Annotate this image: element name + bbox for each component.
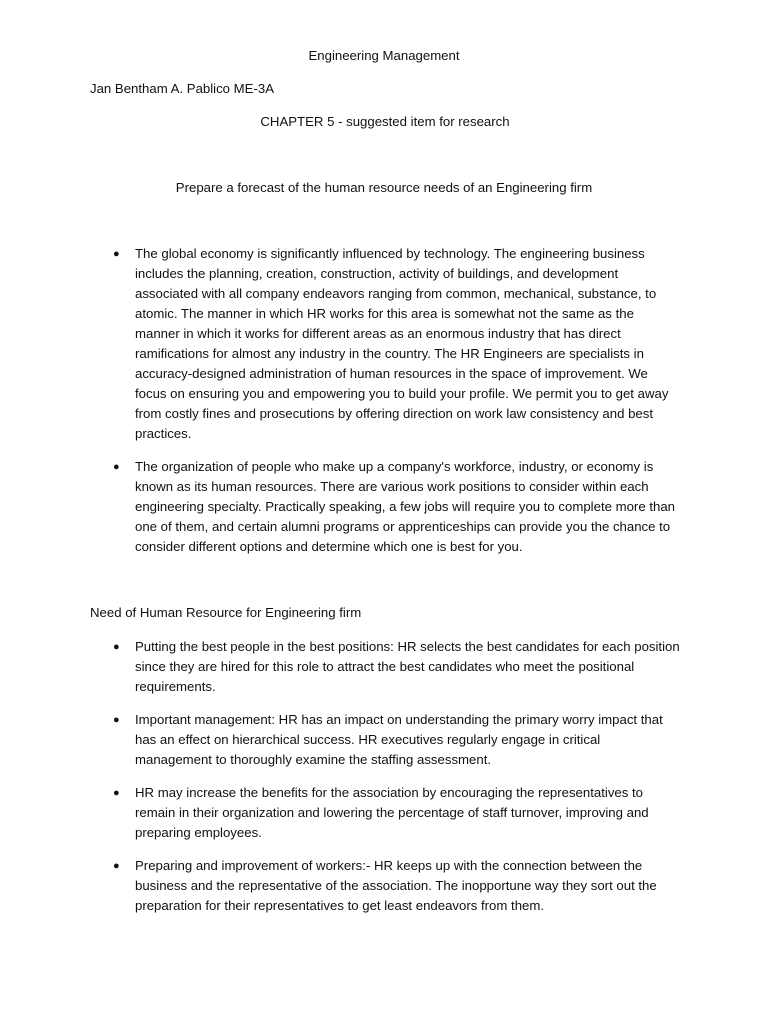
bullet-icon: ●	[113, 714, 120, 726]
chapter-line: CHAPTER 5 - suggested item for research	[260, 114, 510, 129]
list-item-text: The global economy is significantly influenced by technology. The engineering business includes the planning, creation, construction, activity of buildings, and development associated with all company endeavors ranging from common, mechanical, substance, to atomic. The manner in which HR works for this area is somewhat not the same as the manner in which it works for different areas as an enormous industry that has direct ramifications for almost any industry in the country. The HR Engineers are specialists in accuracy-designed administration of human resources in the space of improvement. We focus on ensuring you and empowering you to build your profile. We permit you to get away from costly fines and prosecutions by offering direction on work law consistency and best practices.	[135, 246, 669, 441]
bullet-icon: ●	[113, 860, 120, 872]
list-item	[0, 783, 680, 843]
list-item-text: Important management: HR has an impact on understanding the primary worry impact that has an effect on hierarchical success. HR executives regularly engage in critical management to thoroughly examine the staffing assessment.	[135, 712, 663, 767]
bullet-icon: ●	[113, 641, 120, 653]
list-item-text: Putting the best people in the best positions: HR selects the best candidates for each position since they are hired for this role to attract the best candidates who meet the positional requirements.	[135, 639, 680, 694]
section-heading: Need of Human Resource for Engineering firm	[90, 605, 362, 620]
list-item	[0, 856, 680, 916]
list-item	[0, 457, 680, 557]
need-bullet-list	[0, 637, 680, 929]
document-title: Engineering Management	[308, 48, 460, 63]
list-item-text: The organization of people who make up a company's workforce, industry, or economy is known as its human resources. There are various work positions to consider within each engineering specialty. Practically speaking, a few jobs will require you to complete more than one of them, and certain alumni programs or apprenticeships can provide you the chance to consider different options and determine which one is best for you.	[135, 459, 675, 554]
list-item	[0, 637, 680, 697]
list-item-text: HR may increase the benefits for the association by encouraging the representatives to remain in their organization and lowering the percentage of staff turnover, improving and preparing employees.	[135, 785, 649, 840]
bullet-icon: ●	[113, 461, 120, 473]
bullet-icon: ●	[113, 248, 120, 260]
research-prompt: Prepare a forecast of the human resource needs of an Engineering firm	[175, 180, 593, 195]
list-item-text: Preparing and improvement of workers:- HR keeps up with the connection between the business and the representative of the association. The inopportune way they sort out the preparation for their representatives to get least endeavors from them.	[135, 858, 657, 913]
list-item	[0, 244, 680, 444]
list-item	[0, 710, 680, 770]
author-line: Jan Bentham A. Pablico ME-3A	[90, 81, 274, 96]
bullet-icon: ●	[113, 787, 120, 799]
intro-bullet-list	[0, 244, 680, 570]
